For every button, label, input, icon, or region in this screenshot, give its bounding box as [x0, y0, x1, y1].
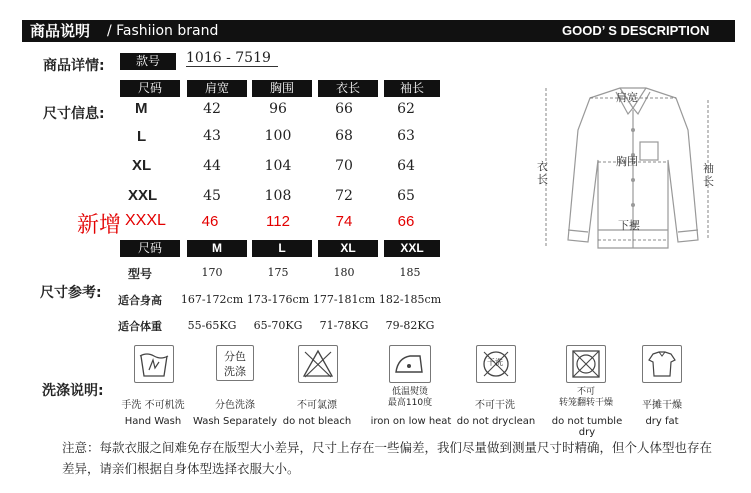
diagram-sleeve-label: 袖长 — [703, 162, 714, 188]
row-size-l: L — [137, 128, 147, 145]
size-ref-label: 尺寸参考: — [40, 285, 102, 301]
shoulder-col-header: 肩宽 — [187, 80, 247, 97]
cell-shoulder: 45 — [203, 188, 221, 204]
height-value: 167-172cm — [180, 293, 244, 306]
height-label: 适合身高 — [118, 294, 162, 307]
wash-en-iron: iron on low heat — [370, 416, 452, 427]
length-col-header: 衣长 — [318, 80, 378, 97]
wash-label: 洗涤说明: — [42, 383, 104, 399]
wash-cn-dryflat: 平摊干燥 — [642, 400, 682, 411]
wash-separately-icon: 分色 洗涤 — [216, 345, 254, 381]
cell-sleeve: 63 — [397, 128, 415, 144]
cell-shoulder: 44 — [203, 158, 221, 174]
cell-sleeve: 66 — [397, 213, 415, 230]
wash-en-hand: Hand Wash — [124, 416, 182, 427]
weight-value: 79-82KG — [385, 319, 435, 332]
style-value: 1016 - 7519 — [186, 50, 278, 67]
cell-shoulder: 42 — [203, 101, 221, 117]
row-size-xxl: XXL — [128, 187, 158, 204]
height-value: 182-185cm — [378, 293, 442, 306]
model-label: 型号 — [128, 267, 153, 281]
weight-value: 55-65KG — [187, 319, 237, 332]
style-label: 款号 — [120, 53, 176, 70]
model-value: 180 — [333, 266, 355, 279]
wash-cn-dryclean: 不可干洗 — [475, 400, 515, 411]
wash-en-separately: Wash Separately — [192, 416, 278, 427]
wash-cn-hand: 手洗 不可机洗 — [121, 400, 185, 411]
cell-chest: 112 — [266, 213, 290, 230]
cell-shoulder: 46 — [201, 213, 219, 230]
weight-value: 71-78KG — [319, 319, 369, 332]
row-size-m: M — [135, 100, 148, 117]
weight-label: 适合体重 — [118, 320, 162, 333]
wash-en-dryclean: do not dryclean — [456, 416, 536, 427]
diagram-length-label: 衣长 — [537, 160, 548, 186]
wash-cn-bleach: 不可氯漂 — [297, 400, 337, 411]
cell-sleeve: 65 — [397, 188, 415, 204]
cell-chest: 96 — [269, 101, 287, 117]
row-size-xxxl: XXXL — [125, 212, 166, 229]
details-label: 商品详情: — [43, 58, 105, 74]
model-value: 170 — [201, 266, 223, 279]
dryclean-icon-text: 干洗 — [487, 358, 503, 367]
cell-chest: 104 — [264, 158, 292, 174]
header-right-title: GOOD’ S DESCRIPTION — [562, 23, 710, 38]
note-text: 注意：每款衣服之间难免存在版型大小差异，尺寸上存在一些偏差，我们尽量做到测量尺寸时精确，但个人体型也存在差异，请亲们根据自身体型选择衣服大小。 — [62, 440, 713, 476]
chest-col-header: 胸围 — [252, 80, 312, 97]
size-col-header: 尺码 — [120, 80, 180, 97]
iron-low-icon — [389, 345, 431, 383]
header-title-en: / Fashiion brand — [107, 23, 219, 39]
cell-chest: 108 — [264, 188, 292, 204]
diagram-hem-label: 下摆 — [618, 219, 640, 232]
no-bleach-icon — [298, 345, 338, 383]
model-value: 175 — [267, 266, 289, 279]
no-tumble-dry-icon — [566, 345, 606, 383]
cell-length: 74 — [335, 213, 353, 230]
ref-col-l: L — [252, 240, 312, 257]
weight-value: 65-70KG — [253, 319, 303, 332]
row-size-xl: XL — [132, 157, 152, 174]
cell-shoulder: 43 — [203, 128, 221, 144]
diagram-shoulder-label: 肩宽 — [616, 91, 638, 104]
size-info-label: 尺寸信息: — [43, 106, 105, 122]
ref-col-xxl: XXL — [384, 240, 440, 257]
cell-length: 72 — [335, 188, 353, 204]
model-value: 185 — [399, 266, 421, 279]
wash-cn-separately: 分色洗涤 — [215, 400, 255, 411]
wash-cn-iron: 低温熨烫 最高110度 — [387, 387, 433, 408]
cell-sleeve: 62 — [397, 101, 415, 117]
dry-flat-icon — [642, 345, 682, 383]
ref-col-xl: XL — [318, 240, 378, 257]
cell-length: 66 — [335, 101, 353, 117]
diagram-chest-label: 胸围 — [616, 155, 638, 168]
cell-length: 68 — [335, 128, 353, 144]
ref-col-m: M — [187, 240, 247, 257]
cell-length: 70 — [335, 158, 353, 174]
cell-chest: 100 — [264, 128, 292, 144]
new-tag: 新增 — [77, 213, 122, 238]
wash-en-tumble: do not tumble dry — [551, 416, 623, 438]
ref-size-col-header: 尺码 — [120, 240, 180, 257]
header-title-cn: 商品说明 — [30, 22, 91, 40]
wash-cn-tumble: 不可 转笼翻转干燥 — [558, 387, 613, 408]
wash-en-bleach: do not bleach — [282, 416, 352, 427]
cell-sleeve: 64 — [397, 158, 415, 174]
sleeve-col-header: 袖长 — [384, 80, 440, 97]
height-value: 177-181cm — [312, 293, 376, 306]
wash-en-dryflat: dry fat — [645, 416, 679, 427]
hand-wash-icon — [134, 345, 174, 383]
height-value: 173-176cm — [246, 293, 310, 306]
